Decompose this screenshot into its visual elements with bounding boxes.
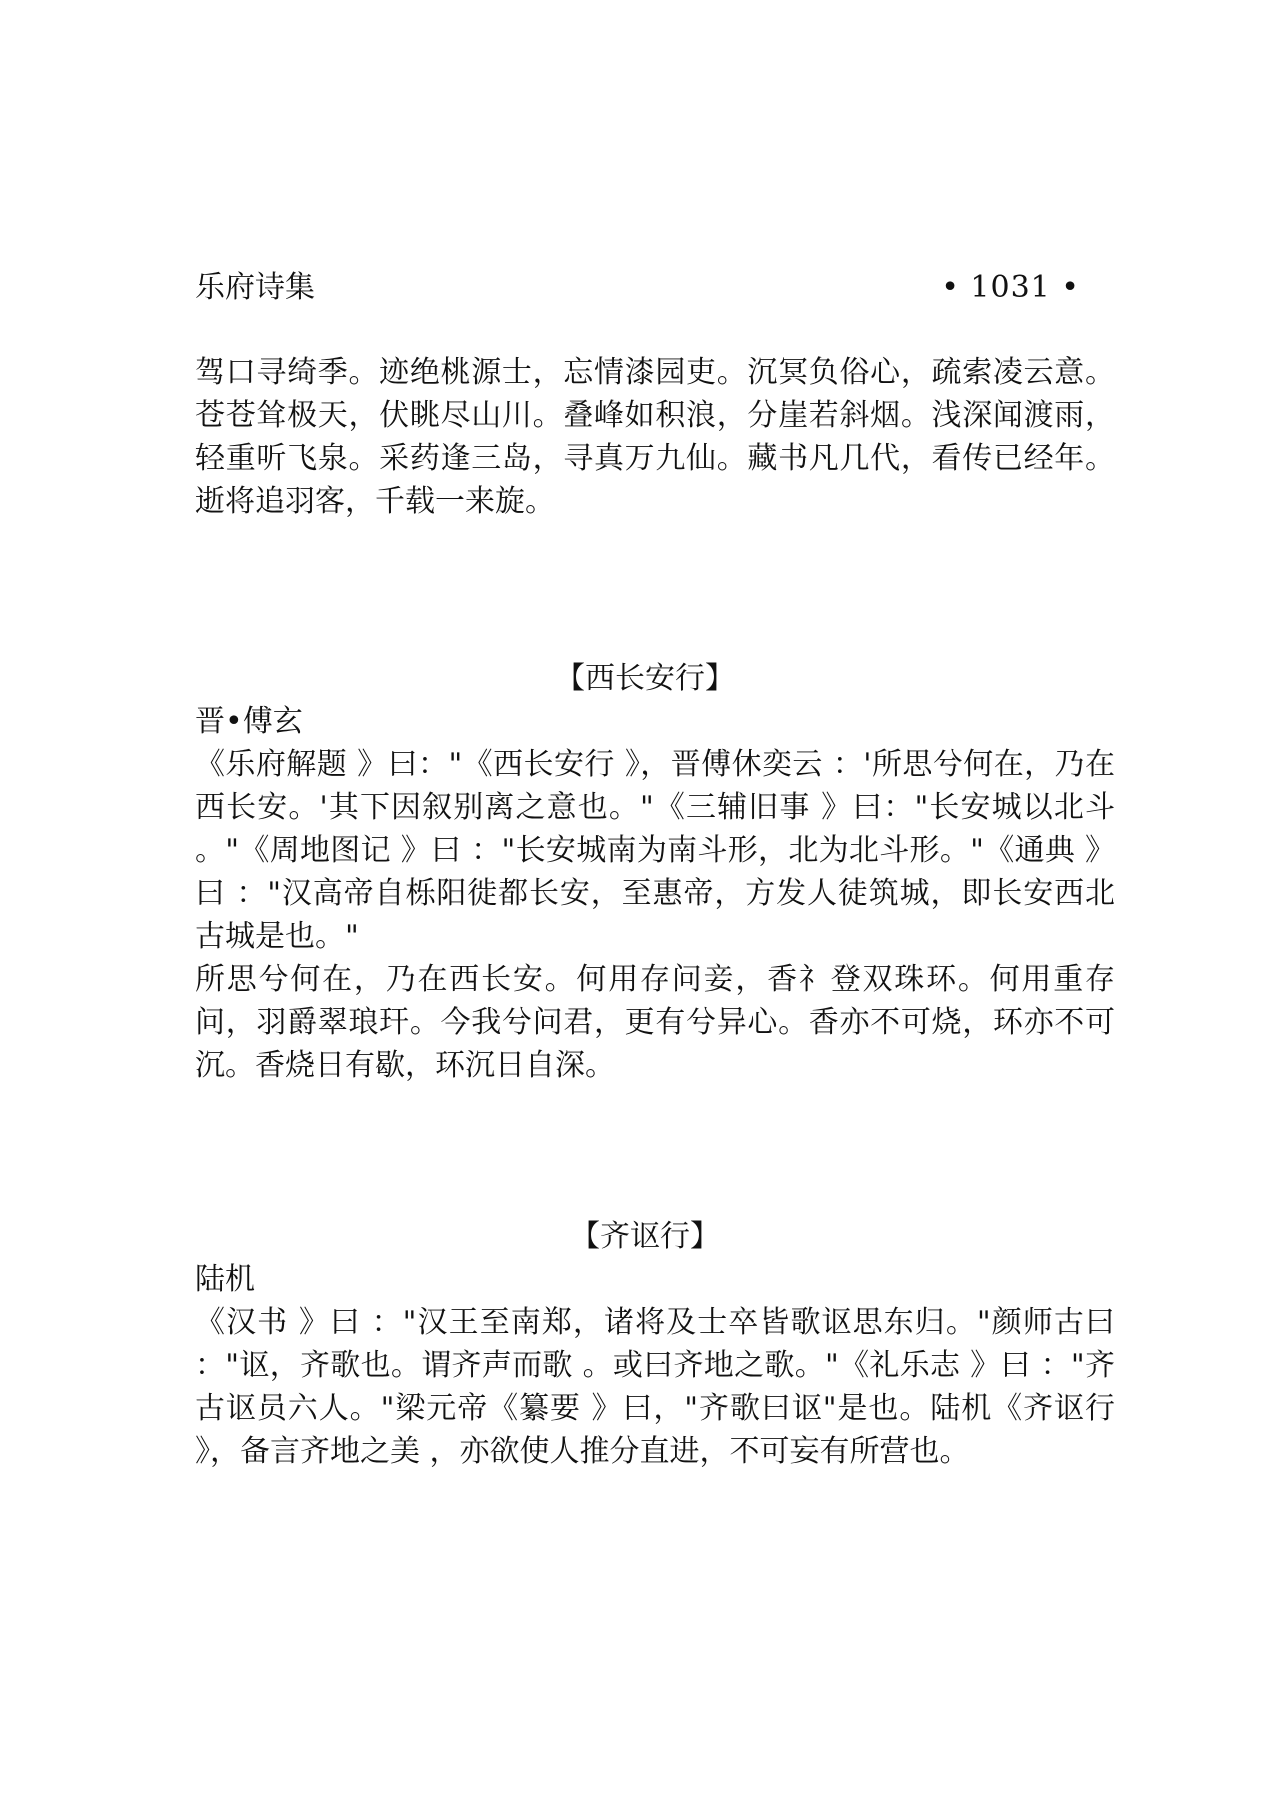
continued-poem-text: 驾口寻绮季。迹绝桃源士，忘情漆园吏。沉冥负俗心，疏索凌云意。苍苍耸极天，伏眺尽山川。叠峰如积浪，分崖若斜烟。浅深闻渡雨，轻重听飞泉。采药逢三岛，寻真万九仙。藏书凡几代，看传已经年。逝将追羽客，千载一来旋。 bbox=[195, 355, 1115, 519]
section-heading-xi-chang-an-xing: 【西长安行】 bbox=[555, 661, 735, 696]
page-header bbox=[195, 268, 1080, 308]
section-preface: 《汉书 》曰 ："汉王至南郑，诸将及士卒皆歌讴思东归。"颜师古曰 ："讴，齐歌也。谓齐声而歌 。或曰齐地之歌。"《礼乐志 》曰 ："齐古讴员六人。"梁元帝《纂要 》曰，"齐歌曰讴"是也。陆机《齐讴行 》，备言齐地之美 ，亦欲使人推分直进，不可妄有所营也。 bbox=[195, 1305, 1115, 1469]
section-preface: 《乐府解题 》曰："《西长安行 》，晋傅休奕云 ：'所思兮何在，乃在西长安。'其下因叙别离之意也。"《三辅旧事 》曰："长安城以北斗 。"《周地图记 》曰 ："长安城南为南斗形，北为北斗形。"《通典 》曰 ："汉高帝自栎阳徙都长安，至惠帝，方发人徒筑城，即长安西北古城是也。" bbox=[195, 747, 1115, 954]
section-author: 晋•傅玄 bbox=[195, 704, 303, 739]
page-number: • 1031 • bbox=[941, 270, 1080, 305]
section-author: 陆机 bbox=[195, 1262, 255, 1297]
continued-poem bbox=[195, 351, 1115, 523]
section-body-qi-ou-xing bbox=[195, 1258, 1115, 1473]
book-title: 乐府诗集 bbox=[195, 270, 315, 305]
section-body-xi-chang-an-xing bbox=[195, 700, 1115, 1087]
section-heading-qi-ou-xing: 【齐讴行】 bbox=[570, 1219, 720, 1254]
section-poem: 所思兮何在，乃在西长安。何用存问妾，香礻登双珠环。何用重存问，羽爵翠琅玕。今我兮问君，更有兮异心。香亦不可烧，环亦不可沉。香烧日有歇，环沉日自深。 bbox=[195, 962, 1115, 1083]
